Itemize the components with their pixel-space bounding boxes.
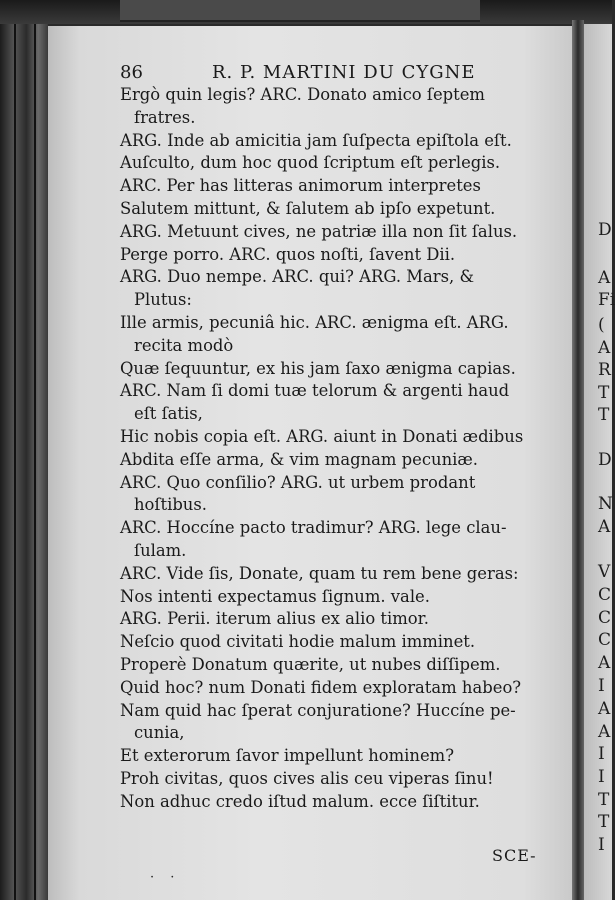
page-number: 86 [120,62,143,83]
text-line: Quid hoc? num Donati fidem exploratam habeo? [120,677,522,697]
text-line: Ergò quin legis? ARC. Donato amico ſeptem [120,85,485,104]
facing-page-letter: A [598,653,611,673]
text-line: Ille armis, pecuniâ hic. ARC. ænigma eſt. ARG. [120,312,509,332]
facing-page-letter: T [598,812,610,832]
facing-page-letter: I [598,767,605,787]
text-line: Nam quid hac ſperat conjuratione? Huccíne pe- [120,700,516,720]
facing-page-edge [584,24,615,900]
text-line: ARG. Metuunt cives, ne patriæ illa non ſit ſalus. [120,221,518,241]
facing-page-letter: N [598,494,613,514]
text-line: eſt ſatis, [134,404,203,424]
facing-page-letter: C [598,630,612,650]
book-cover-top [120,0,480,22]
page-text [120,84,572,814]
text-line: ARC. Nam ſi domi tuæ telorum & argenti haud [120,381,510,401]
text-line: Properè Donatum quærite, ut nubes diſſipem. [120,654,501,674]
running-head: R. P. MARTINI DU CYGNE [212,62,476,83]
spine-edge [14,24,16,900]
facing-page-letter: Fi [598,290,615,310]
text-line: ARC. Per has litteras animorum interpretes [120,176,481,196]
facing-page-letter: A [598,722,611,742]
facing-page-letter: T [598,790,610,810]
catchword: SCE- [492,846,537,865]
facing-page-letter: I [598,676,605,696]
facing-page-letter: ( [598,315,605,335]
facing-page-letter: R [598,360,611,380]
book-gutter [572,20,584,900]
text-line: Nos intenti expectamus ſignum. vale. [120,586,430,606]
facing-page-letter: T [598,383,610,403]
text-line: fratres. [134,107,196,127]
text-line: Et exterorum ſavor impellunt hominem? [120,746,455,766]
text-line: Neſcio quod civitati hodie malum imminet. [120,632,476,652]
ink-speck-ornament: · · [150,870,181,885]
facing-page-letter: T [598,405,610,425]
text-line: ARG. Duo nempe. ARC. qui? ARG. Mars, & [120,267,475,287]
text-line: ARG. Perii. iterum alius ex alio timor. [120,609,429,629]
text-line: cunia, [134,723,185,743]
text-line: Plutus: [134,290,192,310]
text-line: recita modò [134,335,234,355]
facing-page-letter: A [598,699,611,719]
facing-page-letter: C [598,585,612,605]
text-line: Non adhuc credo iſtud malum. ecce ſiſtitur. [120,791,480,811]
text-line: ARC. Hoccíne pacto tradimur? ARG. lege clau- [120,518,507,538]
facing-page-letter: D [598,220,612,240]
text-line: Abdita eſſe arma, & vim magnam pecuniæ. [120,449,479,469]
facing-page-letter: A [598,517,611,537]
facing-page-letter: A [598,338,611,358]
text-line: ARG. Inde ab amicitia jam ſuſpecta epiſtola eſt. [120,130,512,150]
text-line: Salutem mittunt, & ſalutem ab ipſo expetunt. [120,198,496,218]
text-line: Auſculto, dum hoc quod ſcriptum eſt perlegis. [120,153,501,173]
text-line: Hic nobis copia eſt. ARG. aiunt in Donati ædibus [120,426,524,446]
facing-page-letter: A [598,268,611,288]
book-spine [0,24,48,900]
facing-page-letter: D [598,450,612,470]
text-line: ſulam. [134,540,187,560]
text-line: hoſtibus. [134,495,207,515]
facing-page-letter: V [598,562,611,582]
text-line: Perge porro. ARC. quos noſti, ſavent Dii. [120,244,456,264]
text-line: ARC. Vide ſis, Donate, quam tu rem bene geras: [120,563,519,583]
facing-page-letter: I [598,835,605,855]
spine-edge [34,24,36,900]
text-line: ARC. Quo conſilio? ARG. ut urbem prodant [120,472,476,492]
page-header [120,62,560,86]
facing-page-letter: I [598,744,605,764]
facing-page-letter: C [598,608,612,628]
text-line: Proh civitas, quos cives alis ceu viperas ſinu! [120,768,494,788]
text-line: Quæ ſequuntur, ex his jam ſaxo ænigma capias. [120,358,516,378]
